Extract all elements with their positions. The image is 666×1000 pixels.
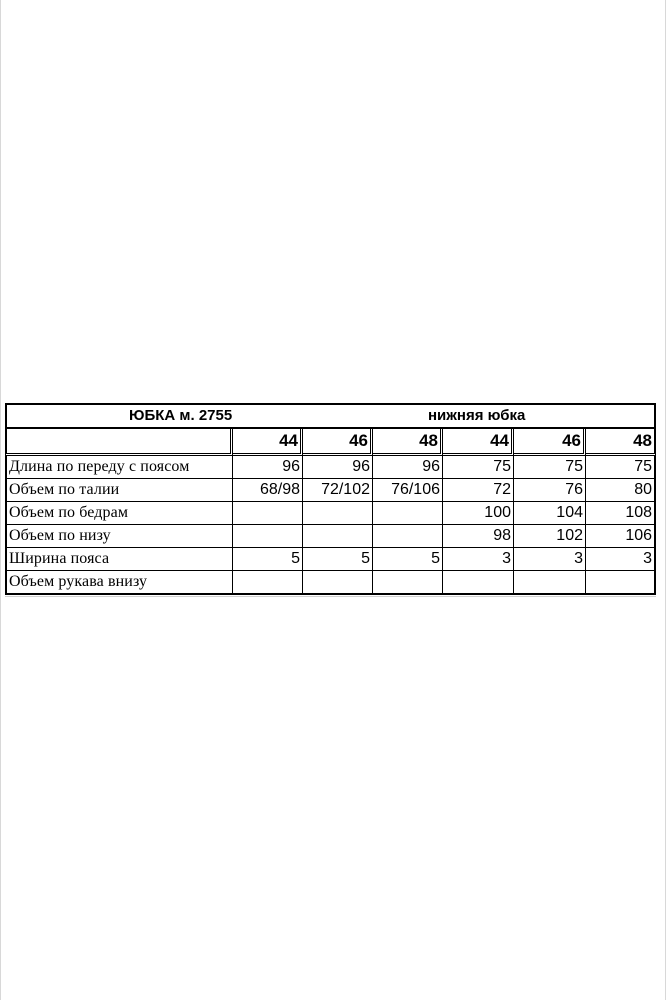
table-cell: 72 xyxy=(443,479,514,502)
size-header-row xyxy=(5,429,656,456)
table-cell: 5 xyxy=(373,548,443,571)
table-cell: 102 xyxy=(514,525,586,548)
row-label: Объем по низу xyxy=(5,525,233,548)
table-cell: 98 xyxy=(443,525,514,548)
row-label: Объем по талии xyxy=(5,479,233,502)
table-row xyxy=(5,456,656,479)
table-cell: 96 xyxy=(303,456,373,479)
divider xyxy=(5,596,656,597)
table-cell: 72/102 xyxy=(303,479,373,502)
table-cell: 96 xyxy=(373,456,443,479)
table-cell: 104 xyxy=(514,502,586,525)
table-row xyxy=(5,525,656,548)
table-cell: 5 xyxy=(303,548,373,571)
table-cell xyxy=(233,571,303,595)
table-cell: 96 xyxy=(233,456,303,479)
table-cell: 3 xyxy=(514,548,586,571)
table-cell: 76/106 xyxy=(373,479,443,502)
size-header-cell: 46 xyxy=(303,429,373,456)
skirt-model-title: ЮБКА м. 2755 xyxy=(5,403,373,429)
table-cell xyxy=(233,502,303,525)
table-cell: 75 xyxy=(514,456,586,479)
table-cell xyxy=(373,571,443,595)
table-cell xyxy=(373,502,443,525)
size-header-cell: 48 xyxy=(586,429,656,456)
table-cell xyxy=(514,571,586,595)
size-header-cell: 48 xyxy=(373,429,443,456)
table-title-row xyxy=(5,403,656,429)
size-header-cell: 44 xyxy=(233,429,303,456)
underskirt-title: нижняя юбка xyxy=(373,403,656,429)
table-row xyxy=(5,502,656,525)
table-cell: 75 xyxy=(443,456,514,479)
table-cell: 106 xyxy=(586,525,656,548)
table-cell: 3 xyxy=(586,548,656,571)
table-cell xyxy=(373,525,443,548)
table-cell xyxy=(303,502,373,525)
page-edge-left xyxy=(0,0,1,1000)
table-cell: 5 xyxy=(233,548,303,571)
size-header-cell: 46 xyxy=(514,429,586,456)
size-header-blank xyxy=(5,429,233,456)
row-label: Длина по переду с поясом xyxy=(5,456,233,479)
table-row xyxy=(5,548,656,571)
table-cell: 75 xyxy=(586,456,656,479)
table-cell: 108 xyxy=(586,502,656,525)
table-cell xyxy=(443,571,514,595)
table-cell xyxy=(586,571,656,595)
table-cell: 80 xyxy=(586,479,656,502)
table-cell: 3 xyxy=(443,548,514,571)
size-table xyxy=(5,403,656,595)
table-cell: 100 xyxy=(443,502,514,525)
table-cell: 68/98 xyxy=(233,479,303,502)
table-cell xyxy=(303,525,373,548)
row-label: Объем по бедрам xyxy=(5,502,233,525)
size-header-cell: 44 xyxy=(443,429,514,456)
row-label: Ширина пояса xyxy=(5,548,233,571)
table-cell xyxy=(233,525,303,548)
row-label: Объем рукава внизу xyxy=(5,571,233,595)
table-row xyxy=(5,479,656,502)
table-cell xyxy=(303,571,373,595)
size-chart xyxy=(5,403,656,595)
table-row xyxy=(5,571,656,595)
table-cell: 76 xyxy=(514,479,586,502)
